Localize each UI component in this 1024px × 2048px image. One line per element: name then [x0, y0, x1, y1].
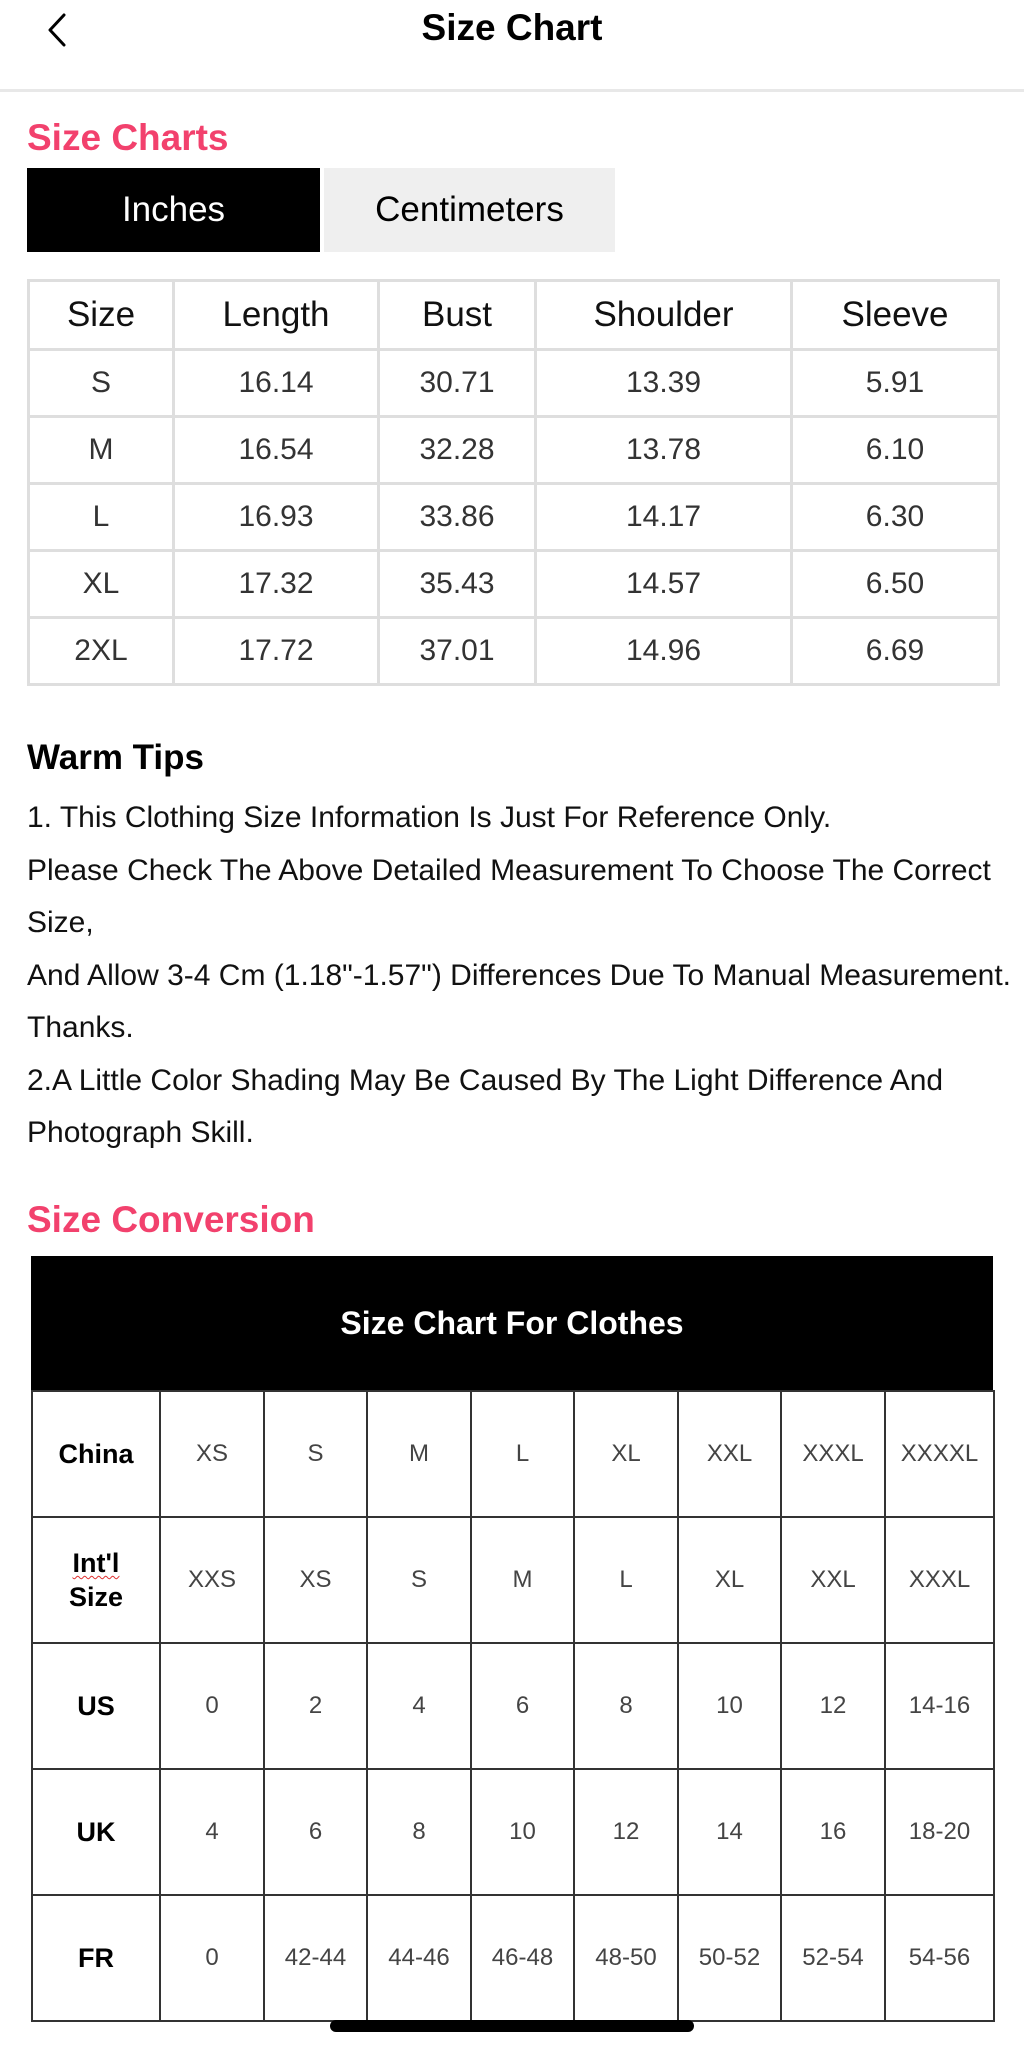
home-indicator[interactable]: [330, 2020, 694, 2032]
table-cell: 6.30: [792, 484, 999, 551]
table-cell: 6.10: [792, 417, 999, 484]
table-cell: 33.86: [379, 484, 536, 551]
table-cell: S: [367, 1517, 471, 1643]
table-cell: S: [264, 1391, 367, 1517]
table-cell: 13.78: [536, 417, 792, 484]
table-cell: 54-56: [885, 1895, 994, 2021]
tip-line: 1. This Clothing Size Information Is Just For Reference Only.: [27, 801, 832, 834]
row-label-text: Int'l: [72, 1548, 120, 1578]
row-label-uk: [32, 1769, 160, 1895]
table-cell: 2: [264, 1643, 367, 1769]
column-header: Shoulder: [536, 281, 792, 350]
table-cell: 0: [160, 1895, 264, 2021]
table-cell: 14.17: [536, 484, 792, 551]
table-cell: 50-52: [678, 1895, 781, 2021]
table-cell: XS: [160, 1391, 264, 1517]
table-cell: S: [29, 350, 174, 417]
tip-line: 2.A Little Color Shading May Be Caused By The Light Difference And Photograph Skill.: [27, 1063, 944, 1149]
size-conversion-heading: Size Conversion: [27, 1199, 315, 1240]
table-cell: M: [471, 1517, 574, 1643]
table-row: [32, 1769, 994, 1895]
table-cell: 10: [678, 1643, 781, 1769]
row-label-text: China: [58, 1439, 134, 1469]
table-cell: 16.54: [174, 417, 379, 484]
table-cell: 5.91: [792, 350, 999, 417]
table-cell: XL: [678, 1517, 781, 1643]
table-cell: 30.71: [379, 350, 536, 417]
tip-line: Please Check The Above Detailed Measurement To Choose The Correct Size,: [27, 853, 991, 939]
table-cell: 37.01: [379, 618, 536, 685]
table-row: [32, 1391, 994, 1517]
conversion-table: [31, 1390, 995, 2022]
table-cell: 16.93: [174, 484, 379, 551]
table-header-row: [29, 281, 999, 350]
table-cell: 14: [678, 1769, 781, 1895]
measurement-table: [27, 279, 1000, 686]
table-cell: 8: [574, 1643, 678, 1769]
warm-tips-body: [27, 792, 1012, 1160]
size-charts-heading: Size Charts: [27, 117, 229, 158]
row-label-us: [32, 1643, 160, 1769]
table-cell: XXS: [160, 1517, 264, 1643]
table-cell: 16: [781, 1769, 885, 1895]
table-row: [32, 1895, 994, 2021]
table-cell: XL: [29, 551, 174, 618]
row-label-text: Size: [68, 1582, 124, 1612]
table-cell: 6: [471, 1643, 574, 1769]
table-cell: 42-44: [264, 1895, 367, 2021]
table-cell: L: [471, 1391, 574, 1517]
tip-line: And Allow 3-4 Cm (1.18"-1.57") Differences Due To Manual Measurement. Thanks.: [27, 958, 1011, 1044]
table-cell: 14-16: [885, 1643, 994, 1769]
row-label-intl-size: [32, 1517, 160, 1643]
table-row: [32, 1517, 994, 1643]
table-cell: 2XL: [29, 618, 174, 685]
table-row: [29, 484, 999, 551]
warm-tips-heading: Warm Tips: [27, 738, 204, 777]
table-cell: XS: [264, 1517, 367, 1643]
tab-inches[interactable]: Inches: [27, 168, 320, 252]
table-row: [29, 417, 999, 484]
table-cell: 4: [160, 1769, 264, 1895]
column-header: Sleeve: [792, 281, 999, 350]
table-cell: XXXL: [885, 1517, 994, 1643]
row-label-text: US: [77, 1691, 115, 1721]
tab-centimeters[interactable]: Centimeters: [324, 168, 615, 252]
table-cell: 12: [574, 1769, 678, 1895]
table-cell: 6: [264, 1769, 367, 1895]
table-cell: L: [29, 484, 174, 551]
row-label-fr: [32, 1895, 160, 2021]
table-row: [29, 551, 999, 618]
table-cell: XXL: [781, 1517, 885, 1643]
table-cell: 6.69: [792, 618, 999, 685]
table-cell: XXL: [678, 1391, 781, 1517]
table-cell: 16.14: [174, 350, 379, 417]
table-cell: 32.28: [379, 417, 536, 484]
size-conversion-chart: [31, 1256, 993, 2033]
column-header: Bust: [379, 281, 536, 350]
table-cell: 17.72: [174, 618, 379, 685]
unit-tabs: [27, 168, 615, 252]
table-cell: 17.32: [174, 551, 379, 618]
page-title: Size Chart: [421, 7, 603, 48]
table-cell: XXXXL: [885, 1391, 994, 1517]
row-label-china: [32, 1391, 160, 1517]
table-cell: 13.39: [536, 350, 792, 417]
conversion-chart-title: Size Chart For Clothes: [31, 1256, 993, 1390]
table-cell: 48-50: [574, 1895, 678, 2021]
table-row: [29, 618, 999, 685]
nav-header: [0, 0, 1024, 92]
column-header: Length: [174, 281, 379, 350]
table-cell: 44-46: [367, 1895, 471, 2021]
table-cell: 4: [367, 1643, 471, 1769]
row-label-text: FR: [78, 1943, 114, 1973]
table-cell: M: [29, 417, 174, 484]
table-cell: XL: [574, 1391, 678, 1517]
table-cell: 6.50: [792, 551, 999, 618]
table-cell: 46-48: [471, 1895, 574, 2021]
table-row: [32, 1643, 994, 1769]
table-cell: XXXL: [781, 1391, 885, 1517]
table-cell: 14.57: [536, 551, 792, 618]
column-header: Size: [29, 281, 174, 350]
table-cell: 8: [367, 1769, 471, 1895]
table-cell: 10: [471, 1769, 574, 1895]
table-cell: 35.43: [379, 551, 536, 618]
table-cell: 12: [781, 1643, 885, 1769]
table-cell: 52-54: [781, 1895, 885, 2021]
table-cell: L: [574, 1517, 678, 1643]
table-row: [29, 350, 999, 417]
table-cell: M: [367, 1391, 471, 1517]
table-cell: 18-20: [885, 1769, 994, 1895]
row-label-text: UK: [76, 1817, 116, 1847]
table-cell: 0: [160, 1643, 264, 1769]
table-cell: 14.96: [536, 618, 792, 685]
